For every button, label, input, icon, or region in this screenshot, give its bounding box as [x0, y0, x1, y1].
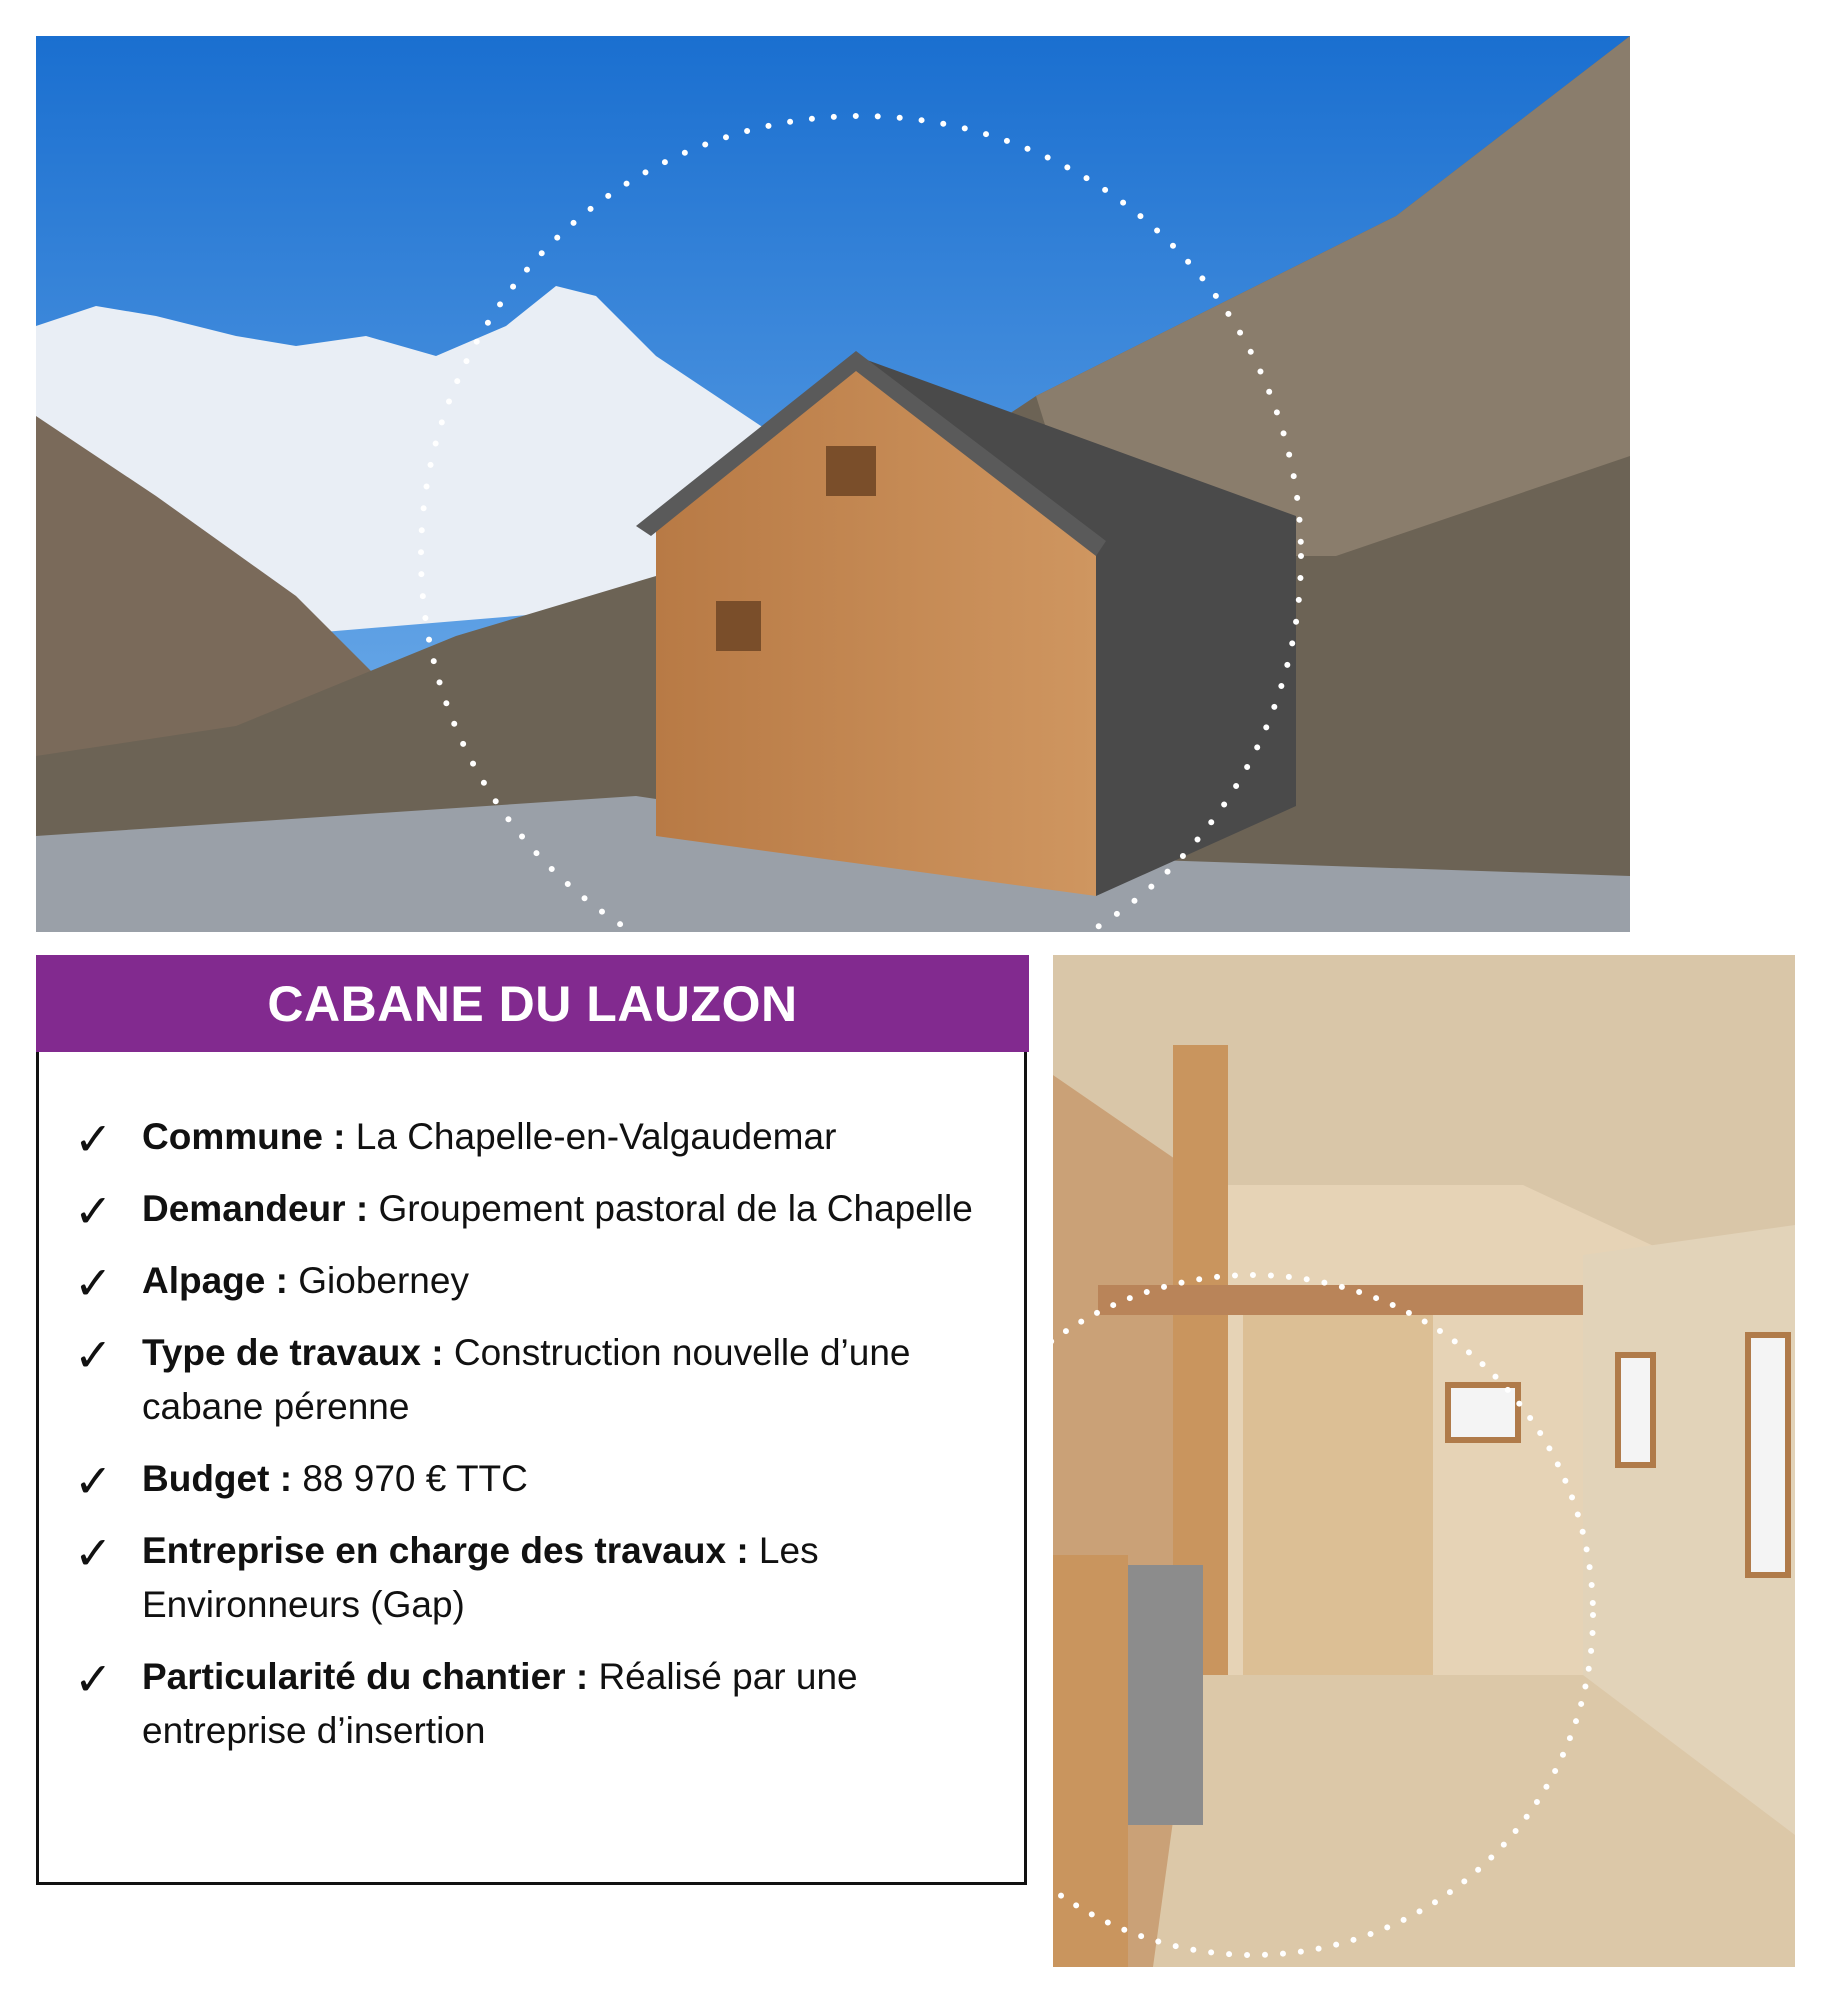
cabin-interior-photo	[1053, 955, 1795, 1967]
detail-item-demandeur	[36, 1182, 996, 1236]
checkmark-icon: ✓	[74, 1256, 113, 1310]
checkmark-icon: ✓	[74, 1328, 113, 1382]
detail-value: Les Environneurs (Gap)	[142, 1530, 819, 1625]
detail-label: Commune :	[142, 1116, 346, 1157]
checkmark-icon: ✓	[74, 1526, 113, 1580]
detail-label: Type de travaux :	[142, 1332, 444, 1373]
checkmark-icon: ✓	[74, 1184, 113, 1238]
detail-label: Demandeur :	[142, 1188, 369, 1229]
detail-label: Particularité du chantier :	[142, 1656, 589, 1697]
detail-label: Alpage :	[142, 1260, 288, 1301]
card-header	[36, 955, 1029, 1052]
detail-label: Budget :	[142, 1458, 293, 1499]
detail-value: Groupement pastoral de la Chapelle	[378, 1188, 973, 1229]
detail-value: 88 970 € TTC	[302, 1458, 528, 1499]
detail-item-commune	[36, 1110, 996, 1164]
detail-value: La Chapelle-en-Valgaudemar	[355, 1116, 837, 1157]
detail-item-type-travaux	[36, 1326, 996, 1434]
detail-item-particularite	[36, 1650, 996, 1758]
detail-value: Gioberney	[298, 1260, 469, 1301]
detail-item-alpage	[36, 1254, 996, 1308]
checkmark-icon: ✓	[74, 1112, 113, 1166]
card-title: CABANE DU LAUZON	[267, 975, 798, 1032]
detail-label: Entreprise en charge des travaux :	[142, 1530, 749, 1571]
cabin-exterior-photo	[36, 36, 1630, 932]
detail-value: Réalisé par une entreprise d’insertion	[142, 1656, 858, 1751]
checkmark-icon: ✓	[74, 1652, 113, 1706]
project-details-list	[36, 1110, 996, 1776]
detail-item-entreprise	[36, 1524, 996, 1632]
checkmark-icon: ✓	[74, 1454, 113, 1508]
detail-item-budget	[36, 1452, 996, 1506]
detail-value: Construction nouvelle d’une cabane pérenne	[142, 1332, 911, 1427]
